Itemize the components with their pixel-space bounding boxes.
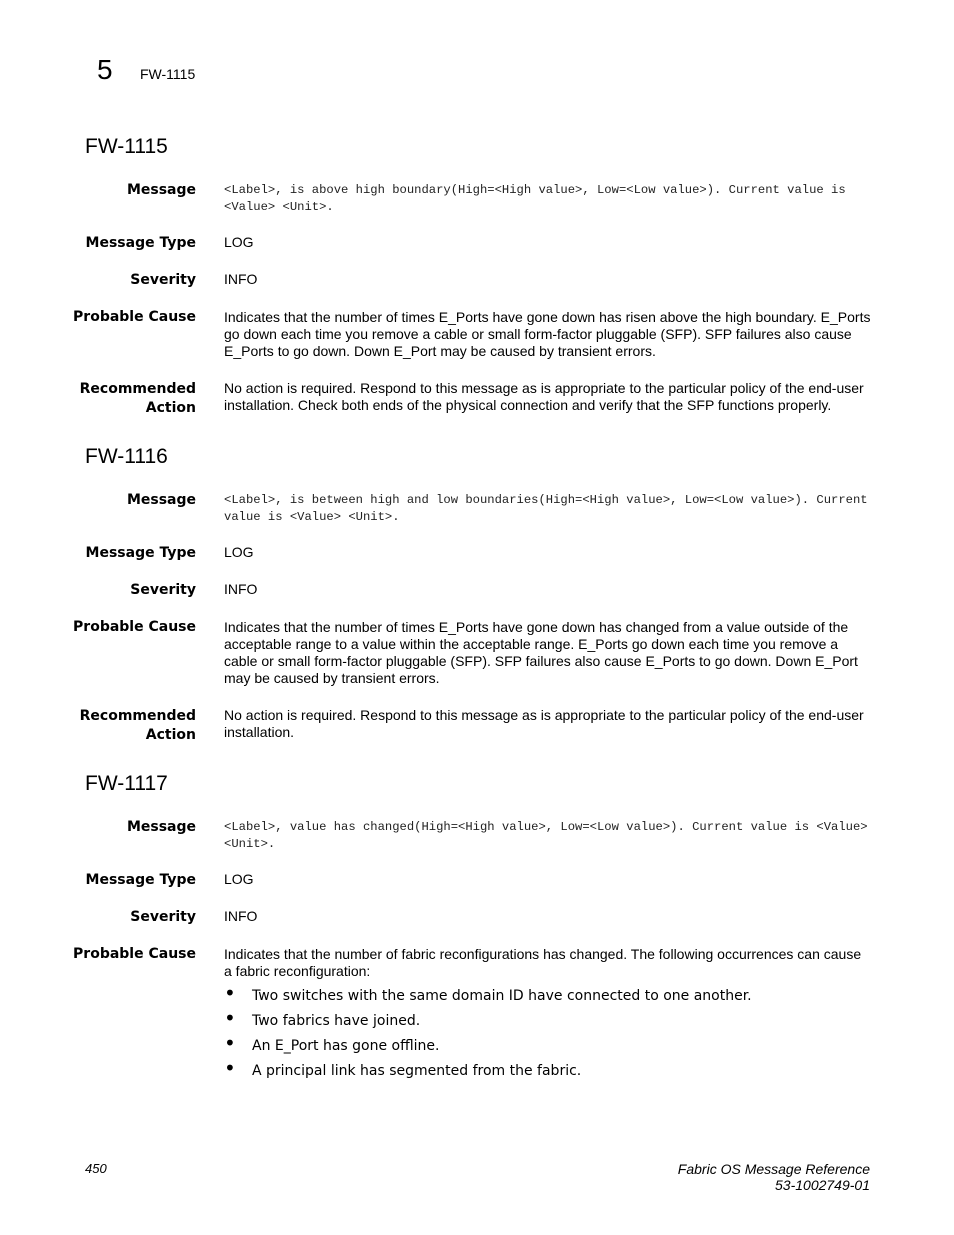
probable-cause-text: Indicates that the number of times E_Ports have gone down has changed from a value outside of the acceptable range to a value within the acceptable range. E_Ports go down each time you remove a cable or small form-factor pluggable (SFP). SFP failures also cause E_Ports to go down. Down E_Port may be caused by transient errors.: [224, 619, 858, 686]
list-item-text: Two switches with the same domain ID have connected to one another.: [252, 988, 752, 1004]
message-text: <Label>, is between high and low boundaries(High=<High value>, Low=<Low value>). Current value is <Value> <Unit>.: [224, 493, 868, 524]
recommended-action-label-line2: Action: [145, 727, 196, 743]
recommended-action-text: No action is required. Respond to this message as is appropriate to the particular policy of the end-user installation.: [224, 707, 864, 740]
chapter-number: 5: [97, 54, 113, 85]
page-number: 450: [85, 1161, 107, 1176]
list-item: [224, 1031, 872, 1063]
message-text: <Label>, is above high boundary(High=<High value>, Low=<Low value>). Current value is <Value> <Unit>.: [224, 183, 846, 214]
message-type-label: Message Type: [85, 545, 196, 561]
doc-number: 53-1002749-01: [775, 1177, 870, 1193]
list-item: [224, 1006, 872, 1038]
severity-label: Severity: [130, 909, 196, 925]
list-item-text: An E_Port has gone offline.: [252, 1038, 440, 1054]
severity-label: Severity: [130, 272, 196, 288]
recommended-action-label-line1: Recommended: [79, 381, 196, 397]
chapter-reference: FW-1115: [140, 66, 196, 82]
section-title-fw-1117: FW-1117: [85, 772, 168, 795]
message-label: Message: [126, 819, 196, 835]
message-type-value: LOG: [224, 871, 254, 887]
bullet-glyph: •: [224, 1031, 236, 1055]
message-label: Message: [126, 182, 196, 198]
footer-doc-info: [678, 1161, 870, 1193]
section-title-fw-1115: FW-1115: [85, 135, 168, 158]
bullet-glyph: •: [224, 1056, 236, 1080]
list-item: [224, 1056, 872, 1088]
message-text: <Label>, value has changed(High=<High value>, Low=<Low value>). Current value is <Value> <Unit>.: [224, 820, 868, 851]
message-type-label: Message Type: [85, 872, 196, 888]
severity-label: Severity: [130, 582, 196, 598]
probable-cause-text: Indicates that the number of fabric reconfigurations has changed. The following occurrences can cause a fabric reconfiguration:: [224, 946, 862, 979]
bullet-glyph: •: [224, 1006, 236, 1030]
probable-cause-label: Probable Cause: [73, 309, 196, 325]
recommended-action-label-line2: Action: [145, 400, 196, 416]
recommended-action-text: No action is required. Respond to this message as is appropriate to the particular policy of the end-user installation. Check both ends of the physical connection and verify that the SFP functions properly.: [224, 380, 864, 413]
list-item-text: A principal link has segmented from the fabric.: [252, 1063, 582, 1079]
message-type-label: Message Type: [85, 235, 196, 251]
list-item-text: Two fabrics have joined.: [252, 1013, 421, 1029]
doc-title: Fabric OS Message Reference: [677, 1161, 870, 1177]
probable-cause-label: Probable Cause: [73, 619, 196, 635]
message-label: Message: [126, 492, 196, 508]
message-type-value: LOG: [224, 544, 254, 560]
probable-cause-text: Indicates that the number of times E_Ports have gone down has risen above the high boundary. E_Ports go down each time you remove a cable or small form-factor pluggable (SFP). SFP failures also cause E_Ports to go down. Down E_Port may be caused by transient errors.: [224, 309, 871, 359]
message-type-value: LOG: [224, 234, 254, 250]
probable-cause-label: Probable Cause: [73, 946, 196, 962]
bullet-glyph: •: [224, 981, 236, 1005]
severity-value: INFO: [224, 581, 258, 597]
list-item: [224, 981, 872, 1013]
section-title-fw-1116: FW-1116: [85, 445, 168, 468]
severity-value: INFO: [224, 908, 258, 924]
severity-value: INFO: [224, 271, 258, 287]
occurrence-list: [224, 981, 872, 1088]
recommended-action-label-line1: Recommended: [79, 708, 196, 724]
